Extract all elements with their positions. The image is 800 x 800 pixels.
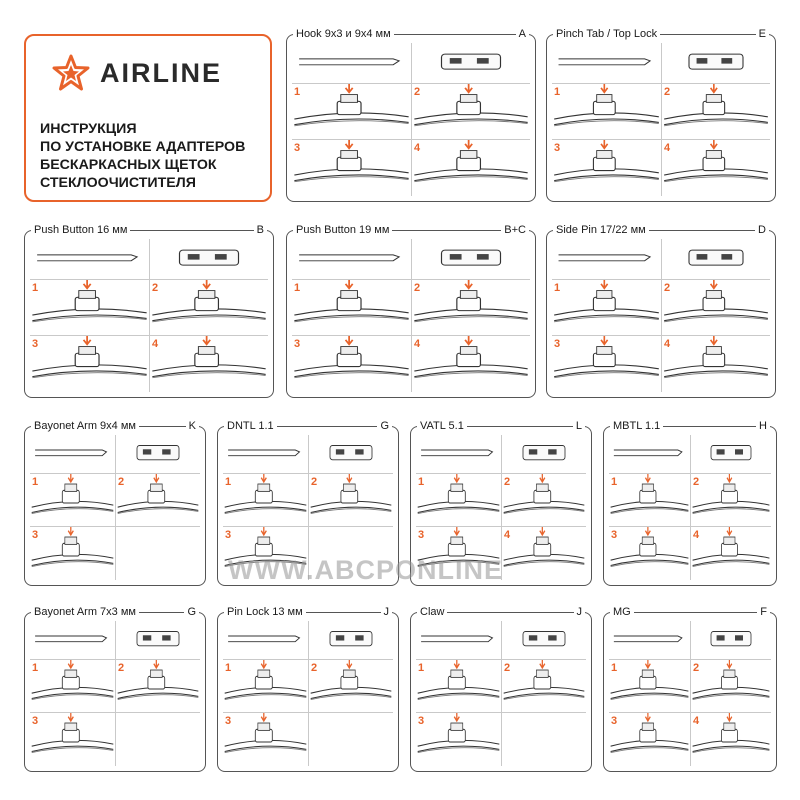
instruction-line: ПО УСТАНОВКЕ АДАПТЕРОВ xyxy=(40,139,246,155)
step-number: 2 xyxy=(504,475,511,488)
panel-code: A xyxy=(516,27,529,41)
arm-illustration xyxy=(30,435,115,473)
step-illustration xyxy=(661,335,770,392)
panel-title-bar xyxy=(31,223,267,237)
adapter-illustration xyxy=(149,239,268,279)
step-illustration xyxy=(416,526,501,580)
step-number: 4 xyxy=(414,142,421,155)
step-illustration xyxy=(30,526,115,580)
step-illustration xyxy=(661,139,770,196)
panel-title: Side Pin 17/22 мм xyxy=(553,223,649,237)
step-number: 3 xyxy=(611,715,618,728)
step-number: 1 xyxy=(554,85,561,98)
step-illustration xyxy=(149,279,268,336)
empty-cell xyxy=(501,712,586,766)
arm-illustration xyxy=(292,239,411,279)
step-number: 3 xyxy=(418,529,425,542)
panel-step-grid xyxy=(609,435,771,580)
step-illustration xyxy=(690,712,771,766)
step-number: 3 xyxy=(294,142,301,155)
step-illustration xyxy=(223,712,308,766)
step-illustration xyxy=(552,83,661,140)
panel-title-bar xyxy=(610,605,770,619)
panel-title-bar xyxy=(293,223,529,237)
adapter-illustration xyxy=(661,239,770,279)
step-number: 4 xyxy=(664,338,671,351)
step-illustration xyxy=(30,712,115,766)
step-illustration xyxy=(501,659,586,713)
step-illustration xyxy=(661,279,770,336)
step-number: 1 xyxy=(418,475,425,488)
step-illustration xyxy=(609,712,690,766)
panel-pin-lock xyxy=(217,606,399,772)
panel-code: D xyxy=(755,223,769,237)
step-illustration xyxy=(115,473,200,527)
panel-title: Hook 9x3 и 9x4 мм xyxy=(293,27,394,41)
panel-title-bar xyxy=(610,419,770,433)
step-number: 4 xyxy=(152,338,159,351)
panel-step-grid xyxy=(416,621,586,766)
panel-code: L xyxy=(573,419,585,433)
adapter-illustration xyxy=(115,435,200,473)
step-illustration xyxy=(552,335,661,392)
step-illustration xyxy=(223,473,308,527)
step-number: 2 xyxy=(414,85,421,98)
panel-title-bar xyxy=(224,419,392,433)
step-illustration xyxy=(690,659,771,713)
empty-cell xyxy=(308,526,393,580)
step-number: 2 xyxy=(118,661,125,674)
step-number: 2 xyxy=(118,475,125,488)
brand-name: AIRLINE xyxy=(100,57,222,88)
panel-bayonet-9x4 xyxy=(24,420,206,586)
step-number: 3 xyxy=(225,715,232,728)
empty-cell xyxy=(115,526,200,580)
step-illustration xyxy=(292,139,411,196)
step-illustration xyxy=(149,335,268,392)
step-number: 1 xyxy=(611,475,618,488)
panel-title: Pin Lock 13 мм xyxy=(224,605,306,619)
step-number: 3 xyxy=(418,715,425,728)
panel-code: B+C xyxy=(501,223,529,237)
panel-title: MBTL 1.1 xyxy=(610,419,663,433)
step-illustration xyxy=(115,659,200,713)
watermark: WWW.ABCPONLINE xyxy=(228,555,503,585)
panel-code: G xyxy=(184,605,199,619)
step-number: 2 xyxy=(152,281,159,294)
step-illustration xyxy=(30,473,115,527)
panel-side-pin xyxy=(546,224,776,398)
panel-title: Push Button 16 мм xyxy=(31,223,130,237)
step-number: 2 xyxy=(504,661,511,674)
panel-title-bar xyxy=(293,27,529,41)
step-illustration xyxy=(411,279,530,336)
step-number: 2 xyxy=(311,475,318,488)
panel-step-grid xyxy=(223,621,393,766)
step-number: 1 xyxy=(554,281,561,294)
step-illustration xyxy=(30,335,149,392)
panel-title-bar xyxy=(553,223,769,237)
panel-code: B xyxy=(254,223,267,237)
panel-title: Bayonet Arm 7x3 мм xyxy=(31,605,139,619)
panel-title-bar xyxy=(31,419,199,433)
panel-dntl xyxy=(217,420,399,586)
arm-illustration xyxy=(292,43,411,83)
step-illustration xyxy=(661,83,770,140)
panel-code: E xyxy=(756,27,769,41)
step-illustration xyxy=(690,473,771,527)
panel-push-button-16 xyxy=(24,224,274,398)
panel-code: J xyxy=(381,605,393,619)
step-number: 2 xyxy=(693,475,700,488)
panel-mbtl xyxy=(603,420,777,586)
arm-illustration xyxy=(223,435,308,473)
adapter-illustration xyxy=(661,43,770,83)
adapter-illustration xyxy=(115,621,200,659)
step-number: 2 xyxy=(311,661,318,674)
panel-title-bar xyxy=(31,605,199,619)
step-illustration xyxy=(552,279,661,336)
step-number: 3 xyxy=(611,529,618,542)
step-number: 3 xyxy=(554,338,561,351)
panel-step-grid xyxy=(30,435,200,580)
step-illustration xyxy=(411,335,530,392)
adapter-illustration xyxy=(411,239,530,279)
step-number: 1 xyxy=(294,85,301,98)
instruction-line: ИНСТРУКЦИЯ xyxy=(40,121,137,137)
instruction-line: БЕСКАРКАСНЫХ ЩЕТОК xyxy=(40,157,217,173)
star-logo-icon xyxy=(52,54,90,92)
step-illustration xyxy=(292,83,411,140)
step-illustration xyxy=(690,526,771,580)
step-illustration xyxy=(411,139,530,196)
panel-bayonet-7x3 xyxy=(24,606,206,772)
step-number: 2 xyxy=(414,281,421,294)
step-illustration xyxy=(292,335,411,392)
panel-title: Claw xyxy=(417,605,447,619)
step-illustration xyxy=(308,473,393,527)
panel-step-grid xyxy=(30,239,268,392)
step-number: 4 xyxy=(693,715,700,728)
adapter-illustration xyxy=(690,621,771,659)
step-number: 2 xyxy=(664,281,671,294)
step-illustration xyxy=(501,526,586,580)
step-number: 4 xyxy=(414,338,421,351)
panel-step-grid xyxy=(609,621,771,766)
panel-title-bar xyxy=(224,605,392,619)
step-illustration xyxy=(411,83,530,140)
step-illustration xyxy=(30,659,115,713)
panel-title-bar xyxy=(553,27,769,41)
step-illustration xyxy=(501,473,586,527)
step-number: 1 xyxy=(418,661,425,674)
step-number: 4 xyxy=(504,529,511,542)
panel-mg xyxy=(603,606,777,772)
step-number: 1 xyxy=(294,281,301,294)
panel-title: VATL 5.1 xyxy=(417,419,467,433)
step-illustration xyxy=(223,526,308,580)
instruction-line: СТЕКЛООЧИСТИТЕЛЯ xyxy=(40,175,196,191)
step-number: 3 xyxy=(32,529,39,542)
step-number: 3 xyxy=(32,715,39,728)
step-number: 1 xyxy=(32,281,39,294)
panel-claw xyxy=(410,606,592,772)
step-number: 3 xyxy=(225,529,232,542)
panel-step-grid xyxy=(292,239,530,392)
step-illustration xyxy=(416,659,501,713)
panel-code: F xyxy=(757,605,770,619)
panel-code: J xyxy=(574,605,586,619)
step-illustration xyxy=(30,279,149,336)
step-illustration xyxy=(308,659,393,713)
panel-code: G xyxy=(377,419,392,433)
panel-step-grid xyxy=(416,435,586,580)
panel-title-bar xyxy=(417,605,585,619)
step-number: 3 xyxy=(554,142,561,155)
adapter-illustration xyxy=(308,435,393,473)
airline-logo xyxy=(52,54,222,92)
step-number: 1 xyxy=(32,661,39,674)
panel-title: Push Button 19 мм xyxy=(293,223,392,237)
panel-title: Bayonet Arm 9x4 мм xyxy=(31,419,139,433)
step-number: 4 xyxy=(664,142,671,155)
step-number: 3 xyxy=(294,338,301,351)
arm-illustration xyxy=(30,239,149,279)
arm-illustration xyxy=(552,43,661,83)
panel-vatl xyxy=(410,420,592,586)
panel-code: H xyxy=(756,419,770,433)
panel-push-button-19 xyxy=(286,224,536,398)
panel-step-grid xyxy=(552,239,770,392)
step-illustration xyxy=(292,279,411,336)
step-number: 1 xyxy=(611,661,618,674)
instruction-title xyxy=(40,120,245,192)
step-number: 1 xyxy=(32,475,39,488)
adapter-illustration xyxy=(690,435,771,473)
arm-illustration xyxy=(609,621,690,659)
step-number: 1 xyxy=(225,661,232,674)
step-illustration xyxy=(416,473,501,527)
arm-illustration xyxy=(223,621,308,659)
empty-cell xyxy=(115,712,200,766)
panel-title-bar xyxy=(417,419,585,433)
step-illustration xyxy=(609,526,690,580)
arm-illustration xyxy=(416,621,501,659)
step-illustration xyxy=(609,659,690,713)
panel-hook xyxy=(286,28,536,202)
step-number: 1 xyxy=(225,475,232,488)
adapter-illustration xyxy=(501,435,586,473)
step-illustration xyxy=(552,139,661,196)
arm-illustration xyxy=(416,435,501,473)
adapter-illustration xyxy=(501,621,586,659)
panel-code: K xyxy=(186,419,199,433)
panel-step-grid xyxy=(552,43,770,196)
step-number: 2 xyxy=(664,85,671,98)
step-number: 3 xyxy=(32,338,39,351)
panel-title: Pinch Tab / Top Lock xyxy=(553,27,660,41)
step-number: 4 xyxy=(693,529,700,542)
empty-cell xyxy=(308,712,393,766)
arm-illustration xyxy=(30,621,115,659)
step-illustration xyxy=(609,473,690,527)
step-illustration xyxy=(223,659,308,713)
panel-title: MG xyxy=(610,605,634,619)
step-illustration xyxy=(416,712,501,766)
panel-step-grid xyxy=(30,621,200,766)
panel-step-grid xyxy=(223,435,393,580)
panel-title: DNTL 1.1 xyxy=(224,419,277,433)
arm-illustration xyxy=(609,435,690,473)
arm-illustration xyxy=(552,239,661,279)
brand-box xyxy=(24,34,272,202)
adapter-illustration xyxy=(308,621,393,659)
panel-pinch-tab xyxy=(546,28,776,202)
step-number: 2 xyxy=(693,661,700,674)
adapter-illustration xyxy=(411,43,530,83)
panel-step-grid xyxy=(292,43,530,196)
